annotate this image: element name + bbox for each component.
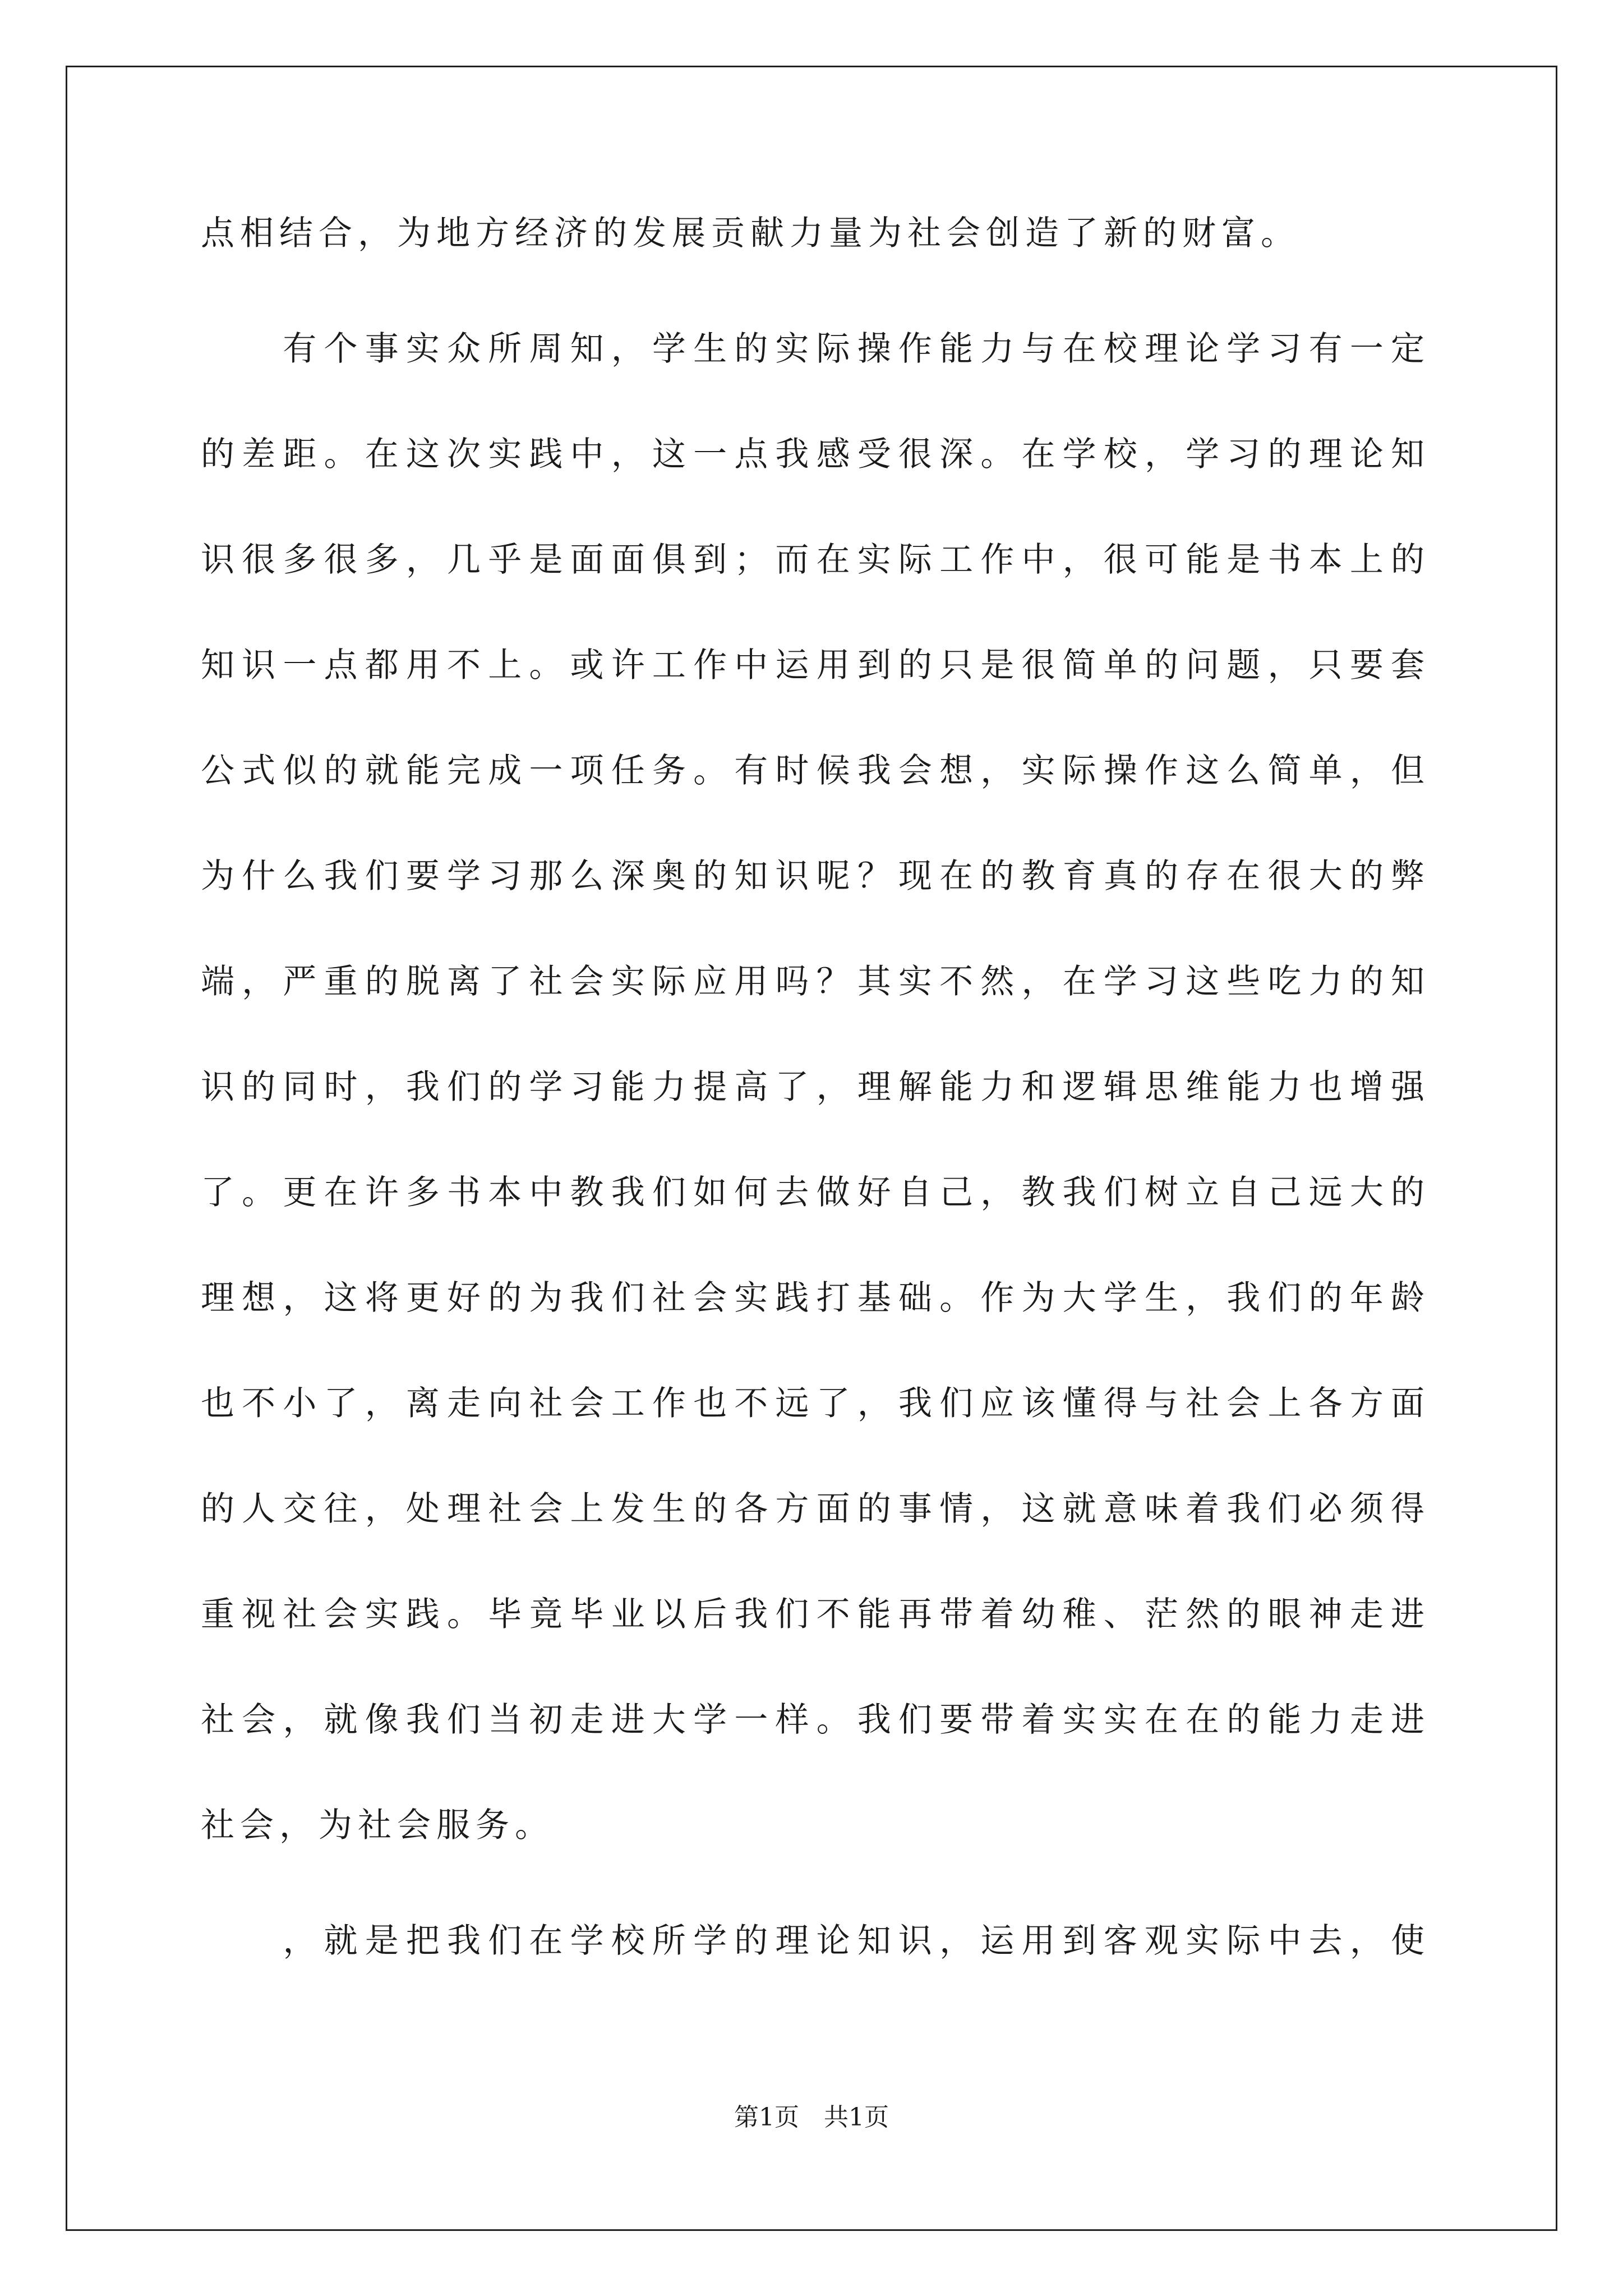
text-line: 也 不 小 了 ， 离 走 向 社 会 工 作 也 不 远 了 ， 我 们 应 该 懂 得 与 社 会 上 各 方 面 bbox=[201, 1384, 1424, 1423]
text-line: 点相结合，为地方经济的发展贡献力量为社会创造了新的财富。 bbox=[201, 214, 1300, 253]
text-line: 知 识 一 点 都 用 不 上 。 或 许 工 作 中 运 用 到 的 只 是 很 简 单 的 问 题 ， 只 要 套 bbox=[201, 646, 1424, 685]
text-line: 了 。 更 在 许 多 书 本 中 教 我 们 如 何 去 做 好 自 己 ， 教 我 们 树 立 自 己 远 大 的 bbox=[201, 1173, 1424, 1212]
text-line: 社会，为社会服务。 bbox=[201, 1806, 554, 1845]
text-line: 的 人 交 往 ， 处 理 社 会 上 发 生 的 各 方 面 的 事 情 ， 这 就 意 味 着 我 们 必 须 得 bbox=[201, 1489, 1424, 1529]
text-line: 识 很 多 很 多 ， 几 乎 是 面 面 俱 到 ； 而 在 实 际 工 作 中 ， 很 可 能 是 书 本 上 的 bbox=[201, 540, 1424, 579]
text-line: 重 视 社 会 实 践 。 毕 竟 毕 业 以 后 我 们 不 能 再 带 着 幼 稚 、 茫 然 的 眼 神 走 进 bbox=[201, 1595, 1424, 1634]
text-line: 识 的 同 时 ， 我 们 的 学 习 能 力 提 高 了 ， 理 解 能 力 和 逻 辑 思 维 能 力 也 增 强 bbox=[201, 1068, 1424, 1107]
text-line: 公 式 似 的 就 能 完 成 一 项 任 务 。 有 时 候 我 会 想 ， 实 际 操 作 这 么 简 单 ， 但 bbox=[201, 751, 1424, 790]
text-line: 的 差 距 。 在 这 次 实 践 中 ， 这 一 点 我 感 受 很 深 。 在 学 校 ， 学 习 的 理 论 知 bbox=[201, 435, 1424, 474]
text-line: 理 想 ， 这 将 更 好 的 为 我 们 社 会 实 践 打 基 础 。 作 为 大 学 生 ， 我 们 的 年 龄 bbox=[201, 1278, 1424, 1318]
text-line: 社 会 ， 就 像 我 们 当 初 走 进 大 学 一 样 。 我 们 要 带 着 实 实 在 在 的 能 力 走 进 bbox=[201, 1700, 1424, 1740]
text-line: 有 个 事 实 众 所 周 知 ， 学 生 的 实 际 操 作 能 力 与 在 校 理 论 学 习 有 一 定 bbox=[283, 329, 1424, 369]
text-line: ， 就 是 把 我 们 在 学 校 所 学 的 理 论 知 识 ， 运 用 到 客 观 实 际 中 去 ， 使 bbox=[283, 1921, 1424, 1961]
page-footer: 第1页 共1页 bbox=[734, 2103, 889, 2132]
text-line: 端 ， 严 重 的 脱 离 了 社 会 实 际 应 用 吗 ？ 其 实 不 然 ， 在 学 习 这 些 吃 力 的 知 bbox=[201, 962, 1424, 1001]
document-body bbox=[201, 208, 1424, 2021]
text-line: 为 什 么 我 们 要 学 习 那 么 深 奥 的 知 识 呢 ？ 现 在 的 教 育 真 的 存 在 很 大 的 弊 bbox=[201, 857, 1424, 896]
